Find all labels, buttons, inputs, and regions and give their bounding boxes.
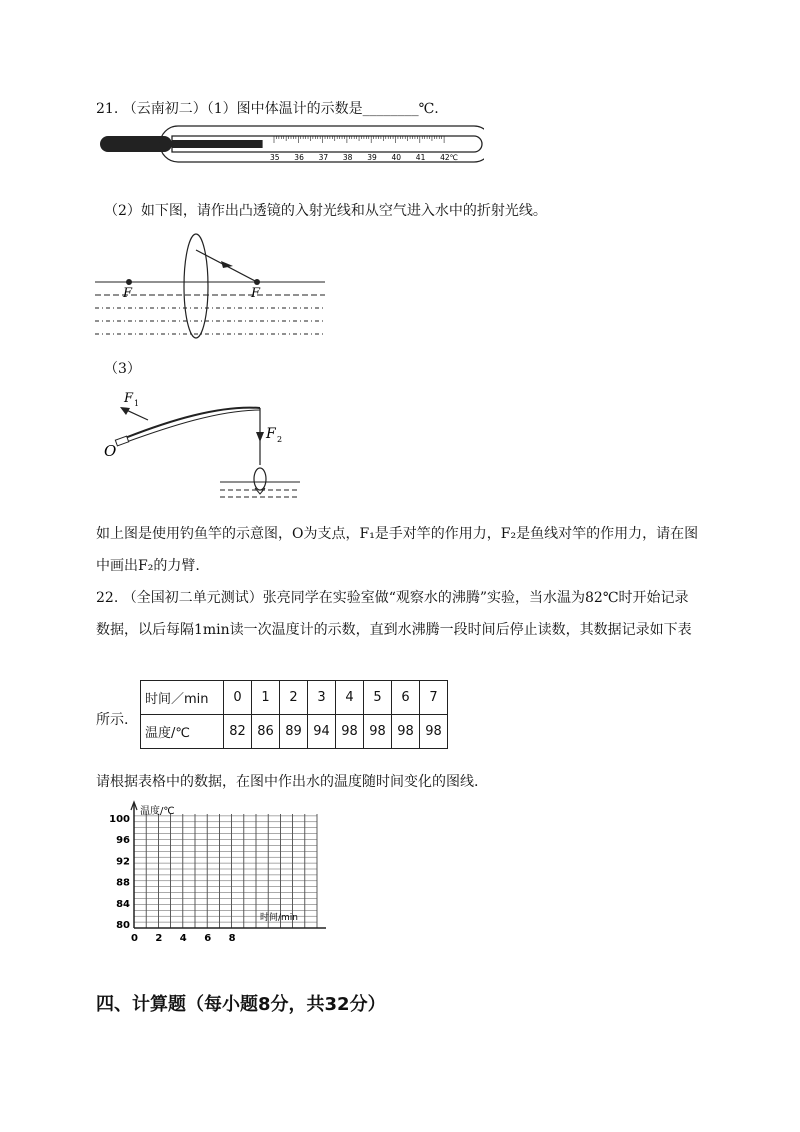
- thermometer-tick-label: 42℃: [440, 153, 459, 162]
- temp-cell: 86: [252, 715, 280, 749]
- label-f1-sub: 1: [134, 399, 140, 408]
- temp-cell: 98: [420, 715, 448, 749]
- q21-desc-line2: 中画出F₂的力臂.: [96, 558, 200, 574]
- thermometer-tick-label: 39: [367, 153, 377, 162]
- focus-label-left: F: [123, 286, 133, 301]
- temp-cell: 98: [364, 715, 392, 749]
- focus-label-right: F: [251, 286, 261, 301]
- time-cell: 6: [392, 681, 420, 715]
- thermometer-tick-label: 35: [270, 153, 280, 162]
- thermometer-tick-label: 40: [391, 153, 402, 162]
- thermometer-scale: [274, 136, 444, 143]
- thermometer-tick-label: 36: [294, 153, 304, 162]
- q21-part3: （3）: [104, 361, 141, 377]
- time-cell: 3: [308, 681, 336, 715]
- graph-ytick-label: 100: [109, 814, 130, 825]
- fish: [254, 468, 266, 490]
- thermometer-tick-label: 41: [415, 153, 426, 162]
- graph-ytick-label: 92: [116, 856, 130, 868]
- table-row-temp: [141, 715, 448, 749]
- graph-grid: [134, 814, 317, 928]
- thermometer-tick-label: 38: [342, 153, 353, 162]
- graph-xtick-label: 4: [179, 933, 187, 944]
- q22-suffix: 所示.: [96, 712, 129, 728]
- q22-line1: 22. （全国初二单元测试）张亮同学在实验室做“观察水的沸腾”实验，当水温为82℃时开始记录: [96, 590, 689, 606]
- fishing-rod: [120, 408, 260, 440]
- convex-lens: [184, 234, 208, 338]
- focus-right: [254, 279, 260, 285]
- graph-ytick-label: 88: [116, 877, 130, 889]
- graph-xtick-label: 2: [155, 933, 163, 944]
- graph-ylabel: 温度/℃: [140, 806, 175, 817]
- boiling-data-table: [140, 680, 448, 749]
- q21-part2: （2）如下图，请作出凸透镜的入射光线和从空气进入水中的折射光线。: [104, 203, 547, 219]
- label-pivot-o: O: [104, 442, 117, 460]
- q21-intro: 21. （云南初二）（1）图中体温计的示数是________℃.: [96, 101, 439, 117]
- temperature-graph: [96, 800, 336, 945]
- graph-xlabel: 时间/min: [260, 913, 299, 923]
- thermometer-figure: [98, 124, 484, 164]
- graph-xtick-label: 6: [204, 933, 212, 944]
- thermometer-mercury: [172, 140, 263, 148]
- temp-cell: 94: [308, 715, 336, 749]
- time-cell: 1: [252, 681, 280, 715]
- graph-ytick-label: 96: [116, 835, 130, 847]
- time-cell: 7: [420, 681, 448, 715]
- graph-ytick-label: 84: [116, 898, 130, 910]
- temp-cell: 98: [392, 715, 420, 749]
- time-cell: 2: [280, 681, 308, 715]
- q21-desc-line1: 如上图是使用钓鱼竿的示意图，O为支点，F₁是手对竿的作用力，F₂是鱼线对竿的作用力，请在图: [96, 526, 699, 542]
- graph-xtick-label: 8: [228, 933, 236, 944]
- temp-cell: 82: [224, 715, 252, 749]
- label-f1: F: [124, 391, 134, 406]
- graph-xtick-label: 0: [131, 933, 138, 944]
- table-row-time: [141, 681, 448, 715]
- focus-left: [126, 279, 132, 285]
- section-title: 四、计算题（每小题8分，共32分）: [96, 994, 386, 1015]
- time-cell: 5: [364, 681, 392, 715]
- lens-diagram: [95, 230, 325, 345]
- time-cell: 0: [224, 681, 252, 715]
- time-cell: 4: [336, 681, 364, 715]
- fishing-rod-diagram: [100, 380, 310, 505]
- q22-line2: 数据，以后每隔1min读一次温度计的示数，直到水沸腾一段时间后停止读数，其数据记录如下表: [96, 622, 692, 638]
- label-f2: F: [266, 426, 276, 442]
- temp-cell: 98: [336, 715, 364, 749]
- graph-ytick-label: 80: [116, 920, 130, 931]
- temp-cell: 89: [280, 715, 308, 749]
- q22-instruction: 请根据表格中的数据，在图中作出水的温度随时间变化的图线.: [96, 774, 479, 790]
- label-f2-sub: 2: [277, 435, 283, 444]
- time-header: 时间／min: [141, 681, 224, 715]
- temp-header: 温度/℃: [141, 715, 224, 749]
- thermometer-tick-label: 37: [318, 153, 329, 162]
